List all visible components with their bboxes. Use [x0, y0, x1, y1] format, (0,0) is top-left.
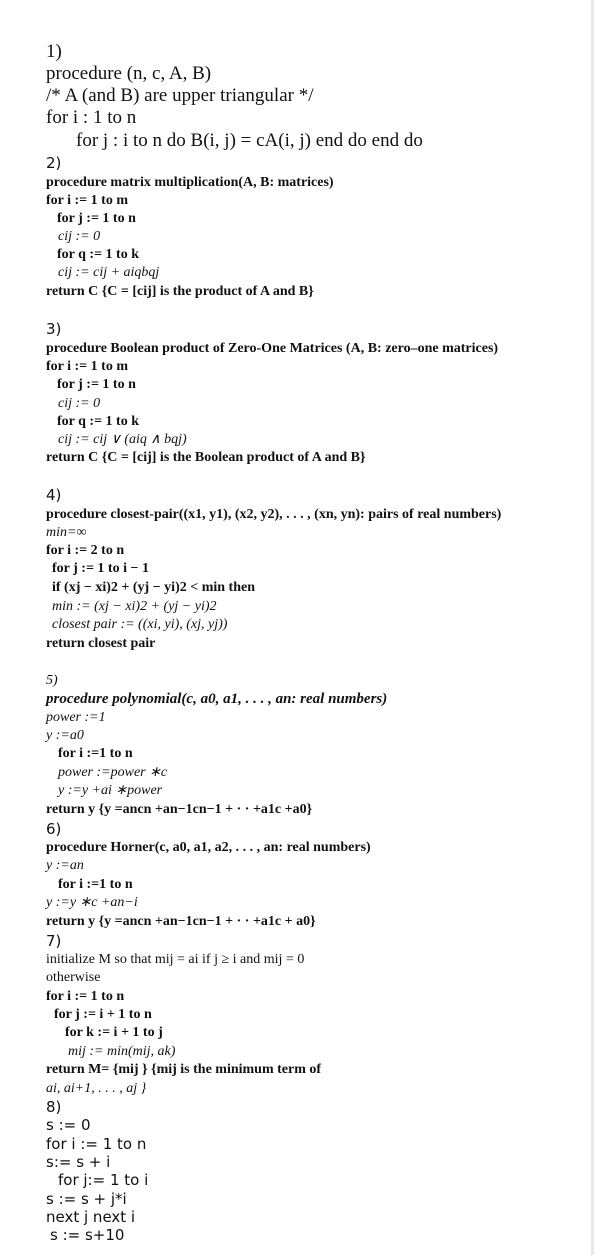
- s7-line-1: initialize M so that mij = ai if j ≥ i and mij = 0: [46, 952, 305, 967]
- s3-line-7: return C {C = [cij] is the Boolean product of A and B}: [46, 450, 366, 465]
- s6-line-5: return y {y =ancn +an−1cn−1 + · · +a1c + a0}: [46, 914, 316, 929]
- s2-line-5: for q := 1 to k: [57, 247, 139, 262]
- section-1-number: 1): [46, 41, 62, 62]
- s2-line-3: for j := 1 to n: [57, 211, 136, 226]
- s8-line-7: s := s+10: [50, 1226, 125, 1244]
- section-6-number: 6): [46, 820, 62, 838]
- s8-line-4: for j:= 1 to i: [58, 1171, 149, 1189]
- s5-line-2: power :=1: [46, 710, 106, 725]
- s3-line-3: for j := 1 to n: [57, 377, 136, 392]
- section-8-number: 8): [46, 1098, 62, 1116]
- s3-line-2: for i := 1 to m: [46, 359, 128, 374]
- s1-line-1: procedure (n, c, A, B): [46, 63, 212, 84]
- s2-line-7: return C {C = [cij] is the product of A and B}: [46, 284, 314, 299]
- s7-line-7: return M= {mij } {mij is the minimum term of: [46, 1062, 322, 1077]
- s2-line-4: cij := 0: [58, 229, 101, 244]
- s4-line-4: for j := 1 to i − 1: [52, 561, 149, 576]
- s3-line-1: procedure Boolean product of Zero-One Matrices (A, B: zero–one matrices): [46, 341, 499, 356]
- s5-line-1: procedure polynomial(c, a0, a1, . . . , an: real numbers): [46, 691, 388, 707]
- s7-line-4: for j := i + 1 to n: [54, 1007, 152, 1022]
- s3-line-5: for q := 1 to k: [57, 414, 139, 429]
- section-3-number: 3): [46, 320, 62, 338]
- s7-line-2: otherwise: [46, 970, 101, 985]
- s3-line-4: cij := 0: [58, 396, 101, 411]
- section-4-number: 4): [46, 486, 62, 504]
- s7-line-5: for k := i + 1 to j: [65, 1025, 163, 1040]
- s7-line-6: mij := min(mij, ak): [68, 1044, 176, 1059]
- s6-line-4: y :=y ∗c +an−i: [46, 895, 138, 910]
- s4-line-8: return closest pair: [46, 636, 156, 651]
- s4-line-3: for i := 2 to n: [46, 543, 125, 558]
- s8-line-1: s := 0: [46, 1116, 91, 1134]
- s1-line-2: /* A (and B) are upper triangular */: [46, 85, 314, 106]
- s5-line-5: power :=power ∗c: [58, 765, 168, 780]
- s4-line-6: min := (xj − xi)2 + (yj − yi)2: [52, 599, 217, 614]
- s1-line-4: for j : i to n do B(i, j) = cA(i, j) end do end do: [76, 130, 423, 151]
- s4-line-7: closest pair := ((xi, yi), (xj, yj)): [52, 617, 228, 632]
- s5-line-3: y :=a0: [46, 728, 84, 743]
- s7-line-3: for i := 1 to n: [46, 989, 125, 1004]
- s4-line-1: procedure closest-pair((x1, y1), (x2, y2), . . . , (xn, yn): pairs of real numbers): [46, 507, 502, 522]
- s8-line-3: s:= s + i: [46, 1153, 111, 1171]
- s5-line-6: y :=y +ai ∗power: [58, 783, 163, 798]
- s2-line-6: cij := cij + aiqbqj: [58, 265, 160, 280]
- s4-line-5: if (xj − xi)2 + (yj − yi)2 < min then: [52, 580, 255, 595]
- s1-line-3: for i : 1 to n: [46, 107, 137, 128]
- s2-line-1: procedure matrix multiplication(A, B: matrices): [46, 175, 334, 190]
- s8-line-2: for i := 1 to n: [46, 1135, 147, 1153]
- section-7-number: 7): [46, 932, 62, 950]
- s5-line-7: return y {y =ancn +an−1cn−1 + · · +a1c +a0}: [46, 802, 313, 817]
- s7-line-8: ai, ai+1, . . . , aj }: [46, 1081, 147, 1096]
- s3-line-6: cij := cij ∨ (aiq ∧ bqj): [58, 432, 187, 447]
- section-5-number: 5): [46, 673, 58, 688]
- s2-line-2: for i := 1 to m: [46, 193, 128, 208]
- section-2-number: 2): [46, 154, 62, 172]
- s8-line-6: next j next i: [46, 1208, 136, 1226]
- s4-line-2: min=∞: [46, 525, 87, 540]
- s6-line-2: y :=an: [46, 858, 84, 873]
- s6-line-3: for i :=1 to n: [58, 877, 133, 892]
- s8-line-5: s := s + j*i: [46, 1190, 127, 1208]
- s6-line-1: procedure Horner(c, a0, a1, a2, . . . , an: real numbers): [46, 840, 371, 855]
- s5-line-4: for i :=1 to n: [58, 746, 133, 761]
